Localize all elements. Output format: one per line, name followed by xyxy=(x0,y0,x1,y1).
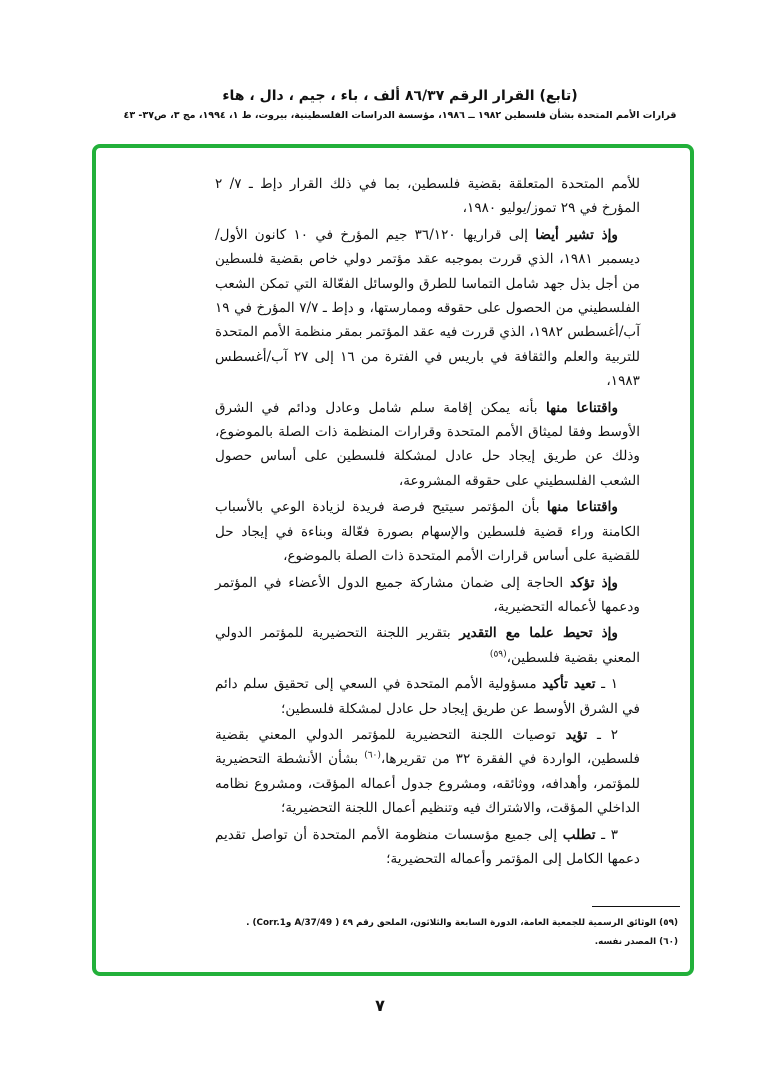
paragraph xyxy=(215,396,640,494)
paragraph xyxy=(215,823,640,872)
paragraph-text: بتقرير اللجنة التحضيرية للمؤتمر الدولي المعني بقضية فلسطين، xyxy=(215,625,640,666)
paragraph xyxy=(215,621,640,670)
footnote-60: (٦٠) المصدر نفسه. xyxy=(594,937,678,947)
paragraph-lead: تعيد تأكيد xyxy=(542,676,596,693)
paragraph-text: توصيات اللجنة التحضيرية للمؤتمر الدولي المعني بقضية فلسطين، الواردة في الفقرة ٣٢ من تقريرها، xyxy=(215,726,640,768)
footnote-divider xyxy=(592,906,680,907)
paragraph-text: بأن المؤتمر سيتيح فرصة فريدة لزيادة الوعي بالأسباب الكامنة وراء قضية فلسطين والإسهام بصورة فعّالة وبناءة في إيجاد حل للقضية على أساس قرارات الأمم المتحدة ذات الصلة بالموضوع، xyxy=(215,499,640,565)
resolution-text xyxy=(215,172,640,873)
paragraph-lead: تطلب xyxy=(562,826,596,843)
paragraph xyxy=(215,672,640,721)
paragraph xyxy=(215,223,640,394)
paragraph-lead: واقتناعا منها xyxy=(545,399,619,416)
paragraph-lead: وإذ تحيط علما مع التقدير xyxy=(459,625,618,642)
paragraph xyxy=(215,172,640,221)
paragraph-number: ١ ـ xyxy=(595,676,618,693)
paragraph-lead: وإذ تؤكد xyxy=(570,574,618,591)
paragraph-number: ٣ ـ xyxy=(595,826,619,843)
paragraph-text: بأنه يمكن إقامة سلم شامل وعادل ودائم في الشرق الأوسط وفقا لميثاق الأمم المتحدة وقرارات المنظمة ذات الصلة بالموضوع، وذلك عن طريق إيجاد حل عادل لمشكلة فلسطين على أساس حصول الشعب الفلسطيني على حقوقه المشروعة، xyxy=(215,399,640,489)
paragraph xyxy=(215,571,640,620)
paragraph xyxy=(215,495,640,568)
paragraph-text: للأمم المتحدة المتعلقة بقضية فلسطين، بما في ذلك القرار دإط ـ ٧/ ٢ المؤرخ في ٢٩ تموز/يوليو ١٩٨٠، xyxy=(215,176,640,217)
footnote-59: (٥٩) الوثائق الرسمية للجمعية العامة، الدورة السابعة والثلاثون، الملحق رقم ٤٩ ( A/37/49 وCorr.1) . xyxy=(246,918,678,928)
footnote-ref: (٦٠) xyxy=(364,750,381,761)
paragraph-lead: واقتناعا منها xyxy=(546,499,618,516)
page-title: (تابع) القرار الرقم ٨٦/٣٧ ألف ، باء ، جيم ، دال ، هاء xyxy=(222,88,578,104)
paragraph-number: ٢ ـ xyxy=(587,726,619,743)
paragraph xyxy=(215,723,640,821)
paragraph-text: مسؤولية الأمم المتحدة في السعي إلى تحقيق سلم دائم في الشرق الأوسط عن طريق إيجاد حل عادل لمشكلة فلسطين؛ xyxy=(215,676,640,717)
page-number: ٧ xyxy=(375,996,385,1015)
paragraph-lead: تؤيد xyxy=(565,726,588,743)
paragraph-text: الحاجة إلى ضمان مشاركة جميع الدول الأعضاء في المؤتمر ودعمها لأعماله التحضيرية، xyxy=(215,574,640,615)
source-citation: قرارات الأمم المتحدة بشأن فلسطين ١٩٨٢ ــ ١٩٨٦، مؤسسة الدراسات الفلسطينية، بيروت، ط ١، ١٩٩٤، مج ٣، ص٣٧- ٤٣ xyxy=(123,110,677,121)
footnote-ref: (٥٩) xyxy=(489,649,507,660)
paragraph-text: إلى جميع مؤسسات منظومة الأمم المتحدة أن تواصل تقديم دعمها الكامل إلى المؤتمر وأعماله التحضيرية؛ xyxy=(215,826,640,867)
paragraph-text: بشأن الأنشطة التحضيرية للمؤتمر، وأهدافه، ووثائقه، ومشروع جدول أعماله المؤقت، ومشروع نظامه الداخلي المؤقت، والاشتراك فيه وتنظيم أعمال اللجنة التحضيرية؛ xyxy=(215,751,640,817)
paragraph-text: إلى قراريها ٣٦/١٢٠ جيم المؤرخ في ١٠ كانون الأول/ديسمبر ١٩٨١، الذي قررت بموجبه عقد مؤتمر دولي خاص بقضية فلسطين من أجل بذل جهد شامل التماسا للطرق والوسائل الفعّالة التي تمكن الشعب الفلسطيني من الحصول على حقوقه وممارستها، و دإط ـ ٧/٧ المؤرخ في ١٩ آب/أغسطس ١٩٨٢، الذي قررت فيه عقد المؤتمر بمقر منظمة الأمم المتحدة للتربية والعلم والثقافة في باريس في الفترة من ١٦ إلى ٢٧ آب/أغسطس ١٩٨٣، xyxy=(215,226,640,390)
paragraph-lead: وإذ تشير أيضا xyxy=(535,226,618,243)
